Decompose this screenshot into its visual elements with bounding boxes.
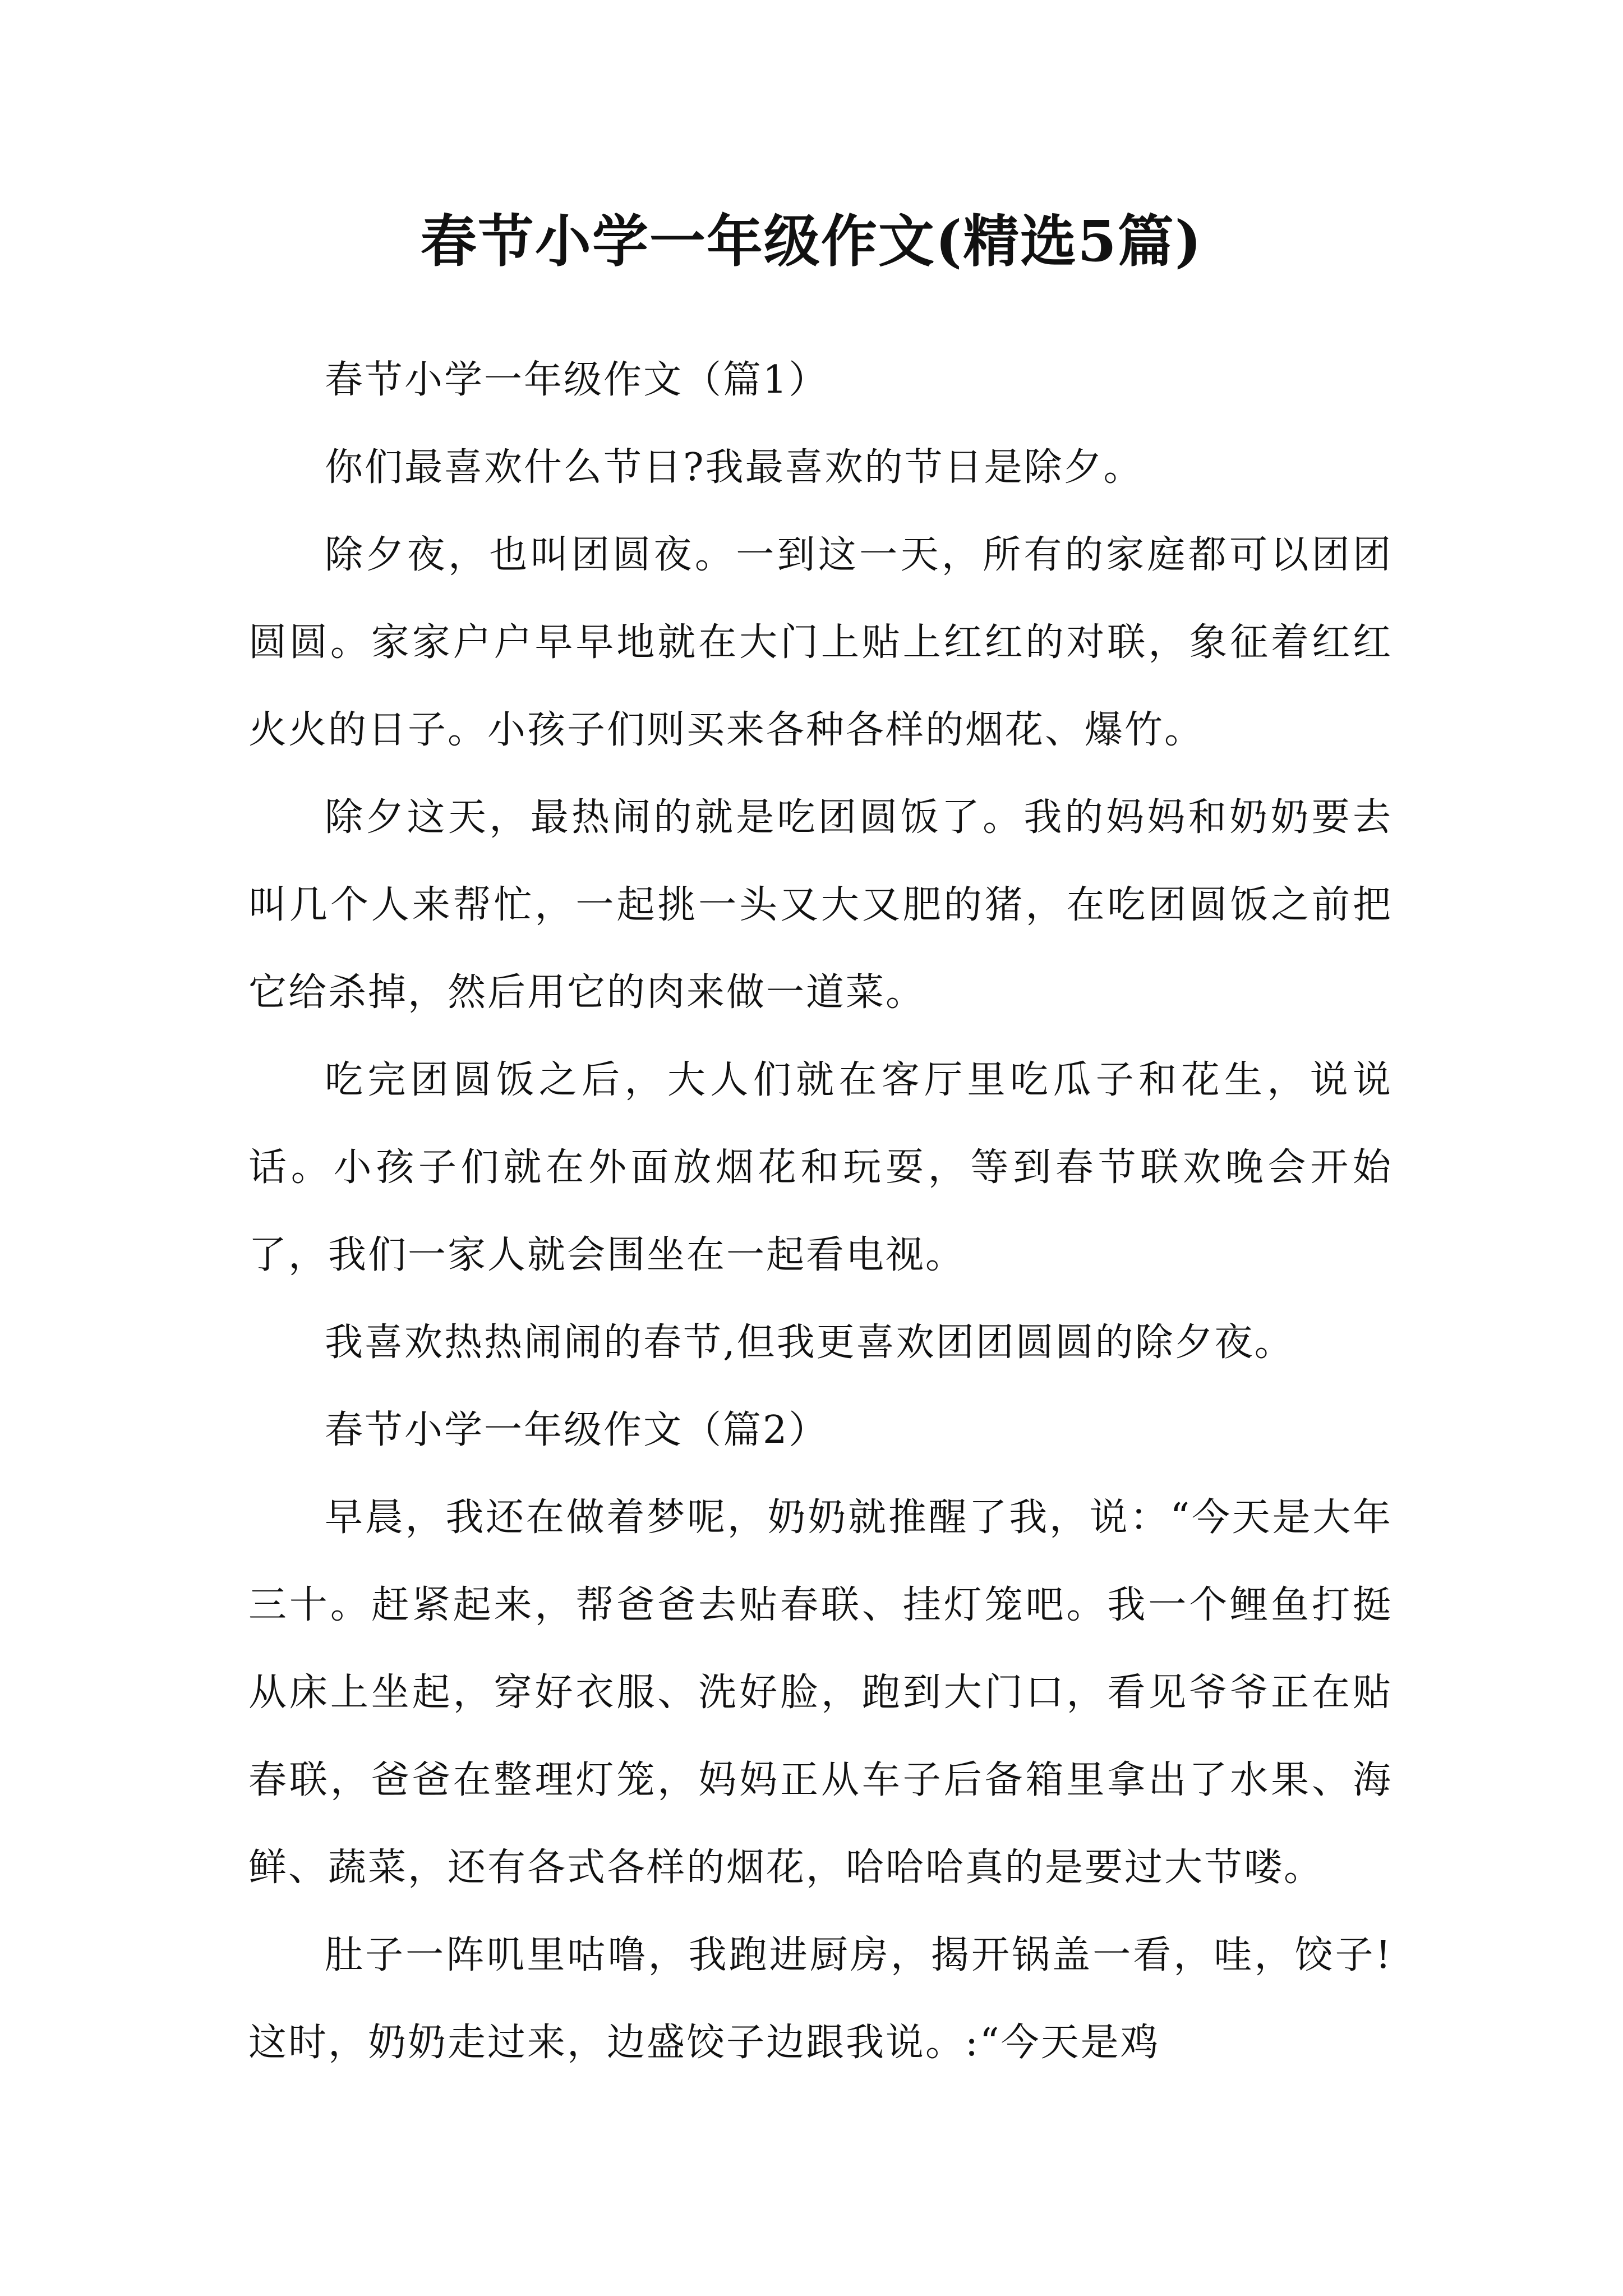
paragraph: 早晨，我还在做着梦呢，奶奶就推醒了我，说：“今天是大年三十。赶紧起来，帮爸爸去贴春联、挂灯笼吧。我一个鲤鱼打挺从床上坐起，穿好衣服、洗好脸，跑到大门口，看见爷爷正在贴春联，爸爸在整理灯笼，妈妈正从车子后备箱里拿出了水果、海鲜、蔬菜，还有各式各样的烟花，哈哈哈真的是要过大节喽。 (248, 1496, 1393, 1890)
paragraph: 吃完团圆饭之后，大人们就在客厅里吃瓜子和花生，说说话。小孩子们就在外面放烟花和玩耍，等到春节联欢晚会开始了，我们一家人就会围坐在一起看电视。 (248, 1058, 1393, 1277)
paragraph: 你们最喜欢什么节日?我最喜欢的节日是除夕。 (325, 445, 1144, 490)
document-title: 春节小学一年级作文(精选5篇) (420, 208, 1203, 274)
section-heading-2: 春节小学一年级作文（篇2） (325, 1408, 829, 1452)
paragraph: 除夕这天，最热闹的就是吃团圆饭了。我的妈妈和奶奶要去叫几个人来帮忙，一起挑一头又大又肥的猪，在吃团圆饭之前把它给杀掉，然后用它的肉来做一道菜。 (248, 795, 1393, 1015)
paragraph: 除夕夜，也叫团圆夜。一到这一天，所有的家庭都可以团团圆圆。家家户户早早地就在大门上贴上红红的对联，象征着红红火火的日子。小孩子们则买来各种各样的烟花、爆竹。 (248, 533, 1393, 752)
document-body (248, 337, 1393, 2087)
paragraph: 我喜欢热热闹闹的春节,但我更喜欢团团圆圆的除夕夜。 (325, 1320, 1294, 1365)
paragraph: 肚子一阵叽里咕噜，我跑进厨房，揭开锅盖一看，哇，饺子!这时，奶奶走过来，边盛饺子边跟我说。:“今天是鸡 (248, 1933, 1393, 2065)
section-heading-1: 春节小学一年级作文（篇1） (325, 358, 829, 402)
